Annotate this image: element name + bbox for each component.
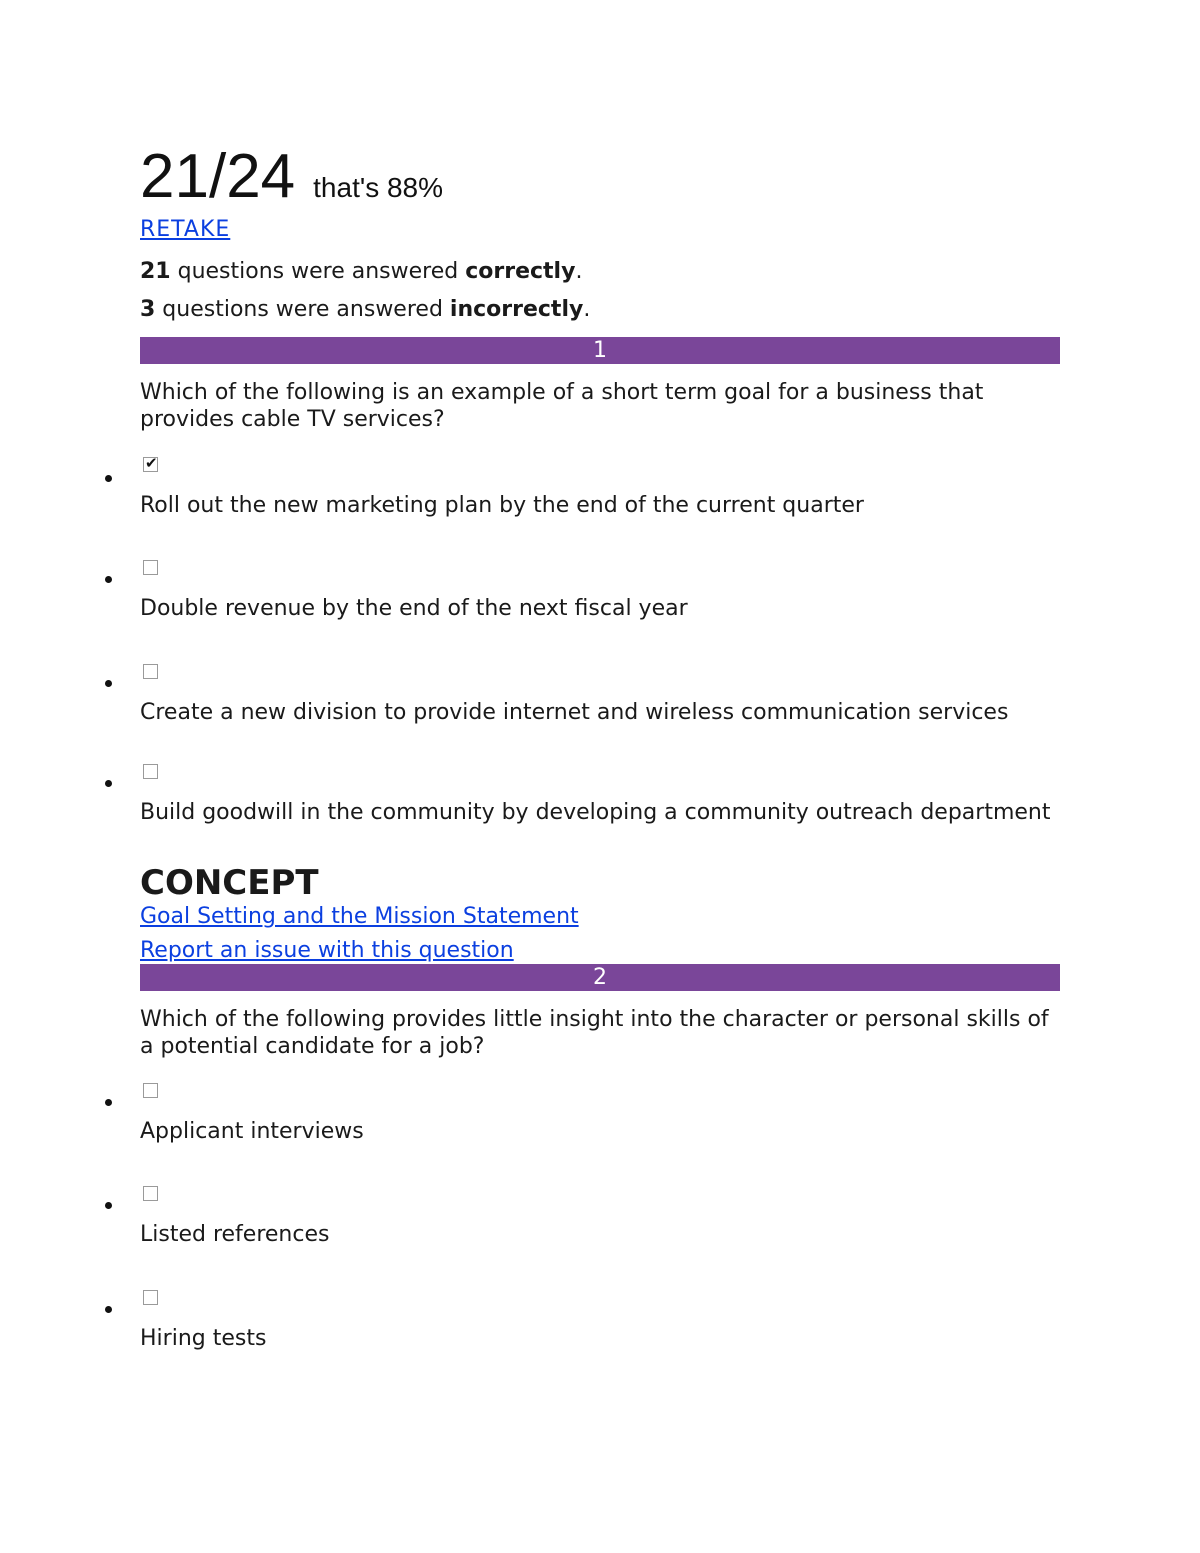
incorrect-summary xyxy=(140,296,1060,324)
incorrect-period: . xyxy=(583,297,591,322)
concept-link[interactable]: Goal Setting and the Mission Statement xyxy=(140,904,579,929)
checkbox[interactable] xyxy=(143,1290,158,1305)
option-label: Listed references xyxy=(140,1222,330,1247)
checkbox[interactable] xyxy=(143,1083,158,1098)
correct-period: . xyxy=(575,259,583,284)
checkmark-icon: ✔ xyxy=(145,454,158,472)
incorrect-text: questions were answered xyxy=(155,297,450,322)
checkbox[interactable] xyxy=(143,560,158,575)
correct-text: questions were answered xyxy=(170,259,466,284)
retake-link[interactable]: RETAKE xyxy=(140,217,231,242)
incorrect-count: 3 xyxy=(140,297,156,322)
bullet-icon xyxy=(105,1202,112,1209)
bullet-icon xyxy=(105,475,112,482)
answer-option[interactable] xyxy=(140,664,1060,726)
answer-option[interactable] xyxy=(140,1290,1060,1352)
option-label: Hiring tests xyxy=(140,1326,267,1351)
answer-option[interactable] xyxy=(140,560,1060,622)
option-label: Build goodwill in the community by developing a community outreach department xyxy=(140,800,1051,825)
checkbox[interactable] xyxy=(143,764,158,779)
score-fraction: 21/24 xyxy=(140,142,296,211)
quiz-results xyxy=(140,138,1060,1352)
correct-summary xyxy=(140,258,1060,286)
score-header xyxy=(140,138,1060,216)
report-issue-link[interactable]: Report an issue with this question xyxy=(140,938,514,963)
question-number-bar: 2 xyxy=(140,964,1060,991)
option-label: Double revenue by the end of the next fiscal year xyxy=(140,596,688,621)
bullet-icon xyxy=(105,1306,112,1313)
bullet-icon xyxy=(105,780,112,787)
checkbox[interactable] xyxy=(143,454,158,472)
question-text: Which of the following provides little insight into the character or personal skills of a potential candidate for a job? xyxy=(140,1007,1049,1059)
bullet-icon xyxy=(105,1099,112,1106)
question-number-bar: 1 xyxy=(140,337,1060,364)
bullet-icon xyxy=(105,680,112,687)
concept-heading: CONCEPT xyxy=(140,863,319,903)
answer-option[interactable] xyxy=(140,1186,1060,1248)
incorrect-word: incorrectly xyxy=(449,297,584,322)
option-label: Roll out the new marketing plan by the end of the current quarter xyxy=(140,493,864,518)
checkbox[interactable] xyxy=(143,664,158,679)
checkbox[interactable] xyxy=(143,1186,158,1201)
correct-word: correctly xyxy=(465,259,576,284)
answer-option[interactable] xyxy=(140,1083,1060,1145)
option-label: Create a new division to provide internet and wireless communication services xyxy=(140,700,1009,725)
score-percent: that's 88% xyxy=(313,172,444,203)
option-label: Applicant interviews xyxy=(140,1119,364,1144)
bullet-icon xyxy=(105,576,112,583)
answer-option[interactable] xyxy=(140,454,1060,519)
correct-count: 21 xyxy=(140,259,171,284)
question-text: Which of the following is an example of a short term goal for a business that provides cable TV services? xyxy=(140,380,984,432)
answer-option[interactable] xyxy=(140,764,1060,826)
